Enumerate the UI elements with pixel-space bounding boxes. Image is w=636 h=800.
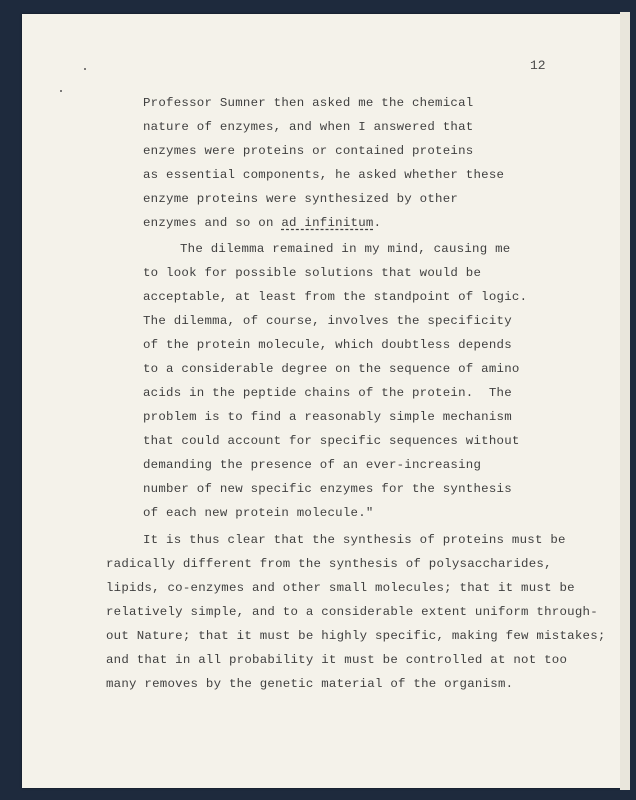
text-line: and that in all probability it must be controlled at not too [106,653,568,667]
text-line: out Nature; that it must be highly specific, making few mistakes; [106,629,606,643]
text-line: Professor Sumner then asked me the chemical [143,96,474,110]
text-line: enzymes were proteins or contained proteins [143,144,474,158]
text-line: relatively simple, and to a considerable extent uniform through- [106,605,598,619]
ink-speck [60,90,62,92]
ink-speck [84,68,86,70]
text-line: The dilemma, of course, involves the specificity [143,314,512,328]
text-line: It is thus clear that the synthesis of proteins must be [143,533,566,547]
latin-phrase: ad infinitum [281,216,374,230]
text-line: number of new specific enzymes for the synthesis [143,482,512,496]
text-line: lipids, co-enzymes and other small molecules; that it must be [106,581,575,595]
text-segment: . [373,216,382,230]
page-edge [620,12,630,790]
text-line: acids in the peptide chains of the protein. The [143,386,512,400]
text-line: radically different from the synthesis of polysaccharides, [106,557,552,571]
text-line: of the protein molecule, which doubtless depends [143,338,512,352]
text-line: problem is to find a reasonably simple mechanism [143,410,512,424]
text-line: many removes by the genetic material of the organism. [106,677,514,691]
text-line [143,216,381,230]
text-line: acceptable, at least from the standpoint of logic. [143,290,528,304]
text-line: to a considerable degree on the sequence of amino [143,362,520,376]
text-line: The dilemma remained in my mind, causing me [180,242,511,256]
text-segment: enzymes and so on [143,216,282,230]
text-line: that could account for specific sequences without [143,434,520,448]
text-line: to look for possible solutions that would be [143,266,482,280]
text-line: demanding the presence of an ever-increasing [143,458,482,472]
text-line: enzyme proteins were synthesized by other [143,192,459,206]
page-number: 12 [530,58,546,73]
text-line: as essential components, he asked whether these [143,168,505,182]
text-line: of each new protein molecule." [143,506,374,520]
text-line: nature of enzymes, and when I answered that [143,120,474,134]
